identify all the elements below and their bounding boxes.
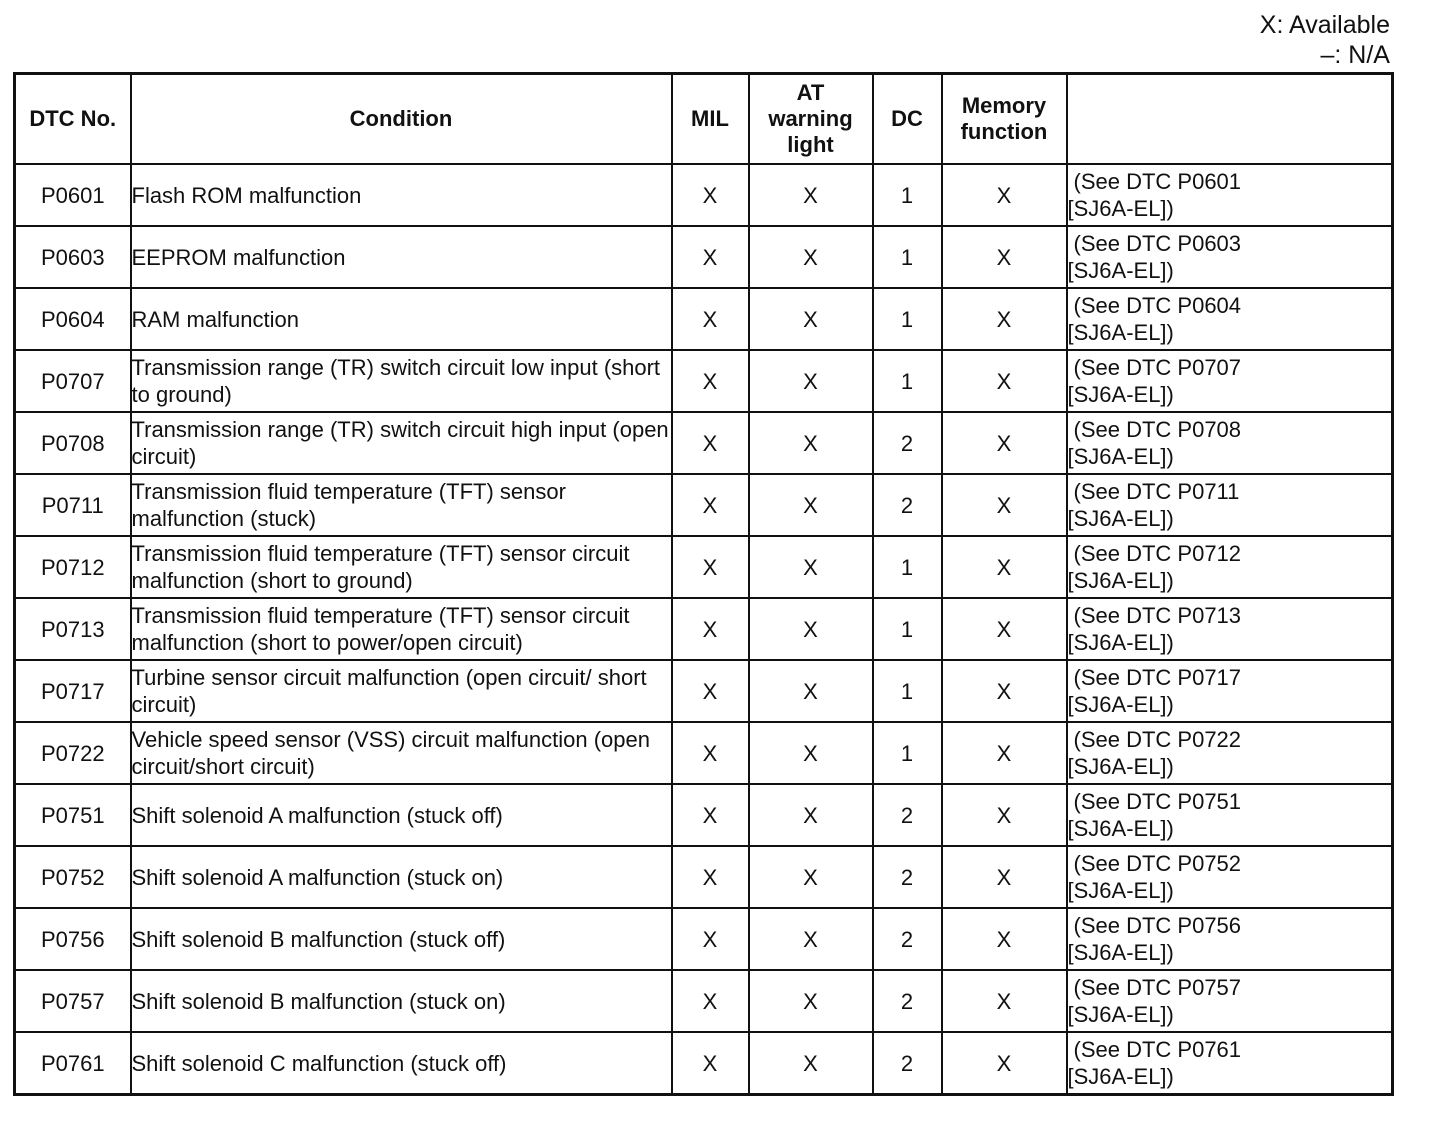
reference-line-2: [SJ6A-EL]) (1067, 1064, 1174, 1089)
table-row (15, 226, 1393, 288)
reference-cell (1067, 1032, 1393, 1095)
dc-cell: 1 (873, 598, 942, 660)
table-row (15, 722, 1393, 784)
mil-cell: X (672, 970, 749, 1032)
dc-cell: 2 (873, 784, 942, 846)
memory-function-cell: X (942, 536, 1067, 598)
reference-line-1: (See DTC P0603 (1073, 231, 1242, 256)
reference-cell (1067, 846, 1393, 908)
header-dc: DC (873, 74, 942, 165)
dc-cell: 1 (873, 164, 942, 226)
reference-line-1: (See DTC P0712 (1073, 541, 1242, 566)
dtc-code-cell: P0603 (15, 226, 131, 288)
header-mil: MIL (672, 74, 749, 165)
table-row (15, 784, 1393, 846)
memory-function-cell: X (942, 288, 1067, 350)
header-row (15, 74, 1393, 165)
memory-function-cell: X (942, 846, 1067, 908)
header-condition: Condition (131, 74, 672, 165)
reference-cell (1067, 412, 1393, 474)
dtc-code-cell: P0601 (15, 164, 131, 226)
memory-function-cell: X (942, 660, 1067, 722)
mil-cell: X (672, 226, 749, 288)
header-dtc-no: DTC No. (15, 74, 131, 165)
condition-cell: Vehicle speed sensor (VSS) circuit malfunction (open circuit/short circuit) (131, 722, 672, 784)
at-warning-light-cell: X (749, 474, 873, 536)
table-row (15, 598, 1393, 660)
dtc-code-cell: P0711 (15, 474, 131, 536)
table-row (15, 908, 1393, 970)
mil-cell: X (672, 784, 749, 846)
mil-cell: X (672, 846, 749, 908)
table-row (15, 660, 1393, 722)
condition-cell: Shift solenoid A malfunction (stuck on) (131, 846, 672, 908)
at-warning-light-cell: X (749, 412, 873, 474)
header-reference (1067, 74, 1393, 165)
dtc-code-cell: P0604 (15, 288, 131, 350)
at-warning-light-cell: X (749, 970, 873, 1032)
reference-cell (1067, 908, 1393, 970)
reference-line-2: [SJ6A-EL]) (1067, 1002, 1174, 1027)
reference-line-1: (See DTC P0717 (1073, 665, 1242, 690)
at-warning-light-cell: X (749, 722, 873, 784)
condition-cell: Transmission range (TR) switch circuit high input (open circuit) (131, 412, 672, 474)
table-row (15, 412, 1393, 474)
condition-cell: EEPROM malfunction (131, 226, 672, 288)
memory-function-cell: X (942, 474, 1067, 536)
condition-cell: Shift solenoid A malfunction (stuck off) (131, 784, 672, 846)
reference-cell (1067, 784, 1393, 846)
condition-cell: Transmission fluid temperature (TFT) sensor malfunction (stuck) (131, 474, 672, 536)
dc-cell: 1 (873, 226, 942, 288)
memory-function-cell: X (942, 722, 1067, 784)
at-warning-light-cell: X (749, 598, 873, 660)
dtc-code-cell: P0756 (15, 908, 131, 970)
reference-line-2: [SJ6A-EL]) (1067, 816, 1174, 841)
dc-cell: 1 (873, 536, 942, 598)
dc-cell: 2 (873, 474, 942, 536)
reference-line-1: (See DTC P0722 (1073, 727, 1242, 752)
reference-line-1: (See DTC P0757 (1073, 975, 1242, 1000)
table-row (15, 970, 1393, 1032)
memory-function-cell: X (942, 350, 1067, 412)
reference-line-1: (See DTC P0711 (1073, 479, 1240, 504)
table-row (15, 474, 1393, 536)
mil-cell: X (672, 164, 749, 226)
reference-line-2: [SJ6A-EL]) (1067, 506, 1174, 531)
at-warning-light-cell: X (749, 846, 873, 908)
dc-cell: 2 (873, 1032, 942, 1095)
condition-cell: Transmission fluid temperature (TFT) sensor circuit malfunction (short to ground) (131, 536, 672, 598)
header-at-warning-light: AT warning light (749, 74, 873, 165)
memory-function-cell: X (942, 970, 1067, 1032)
dtc-code-cell: P0751 (15, 784, 131, 846)
reference-line-1: (See DTC P0604 (1073, 293, 1242, 318)
at-warning-light-cell: X (749, 784, 873, 846)
condition-cell: Shift solenoid C malfunction (stuck off) (131, 1032, 672, 1095)
memory-function-cell: X (942, 784, 1067, 846)
condition-cell: Transmission range (TR) switch circuit low input (short to ground) (131, 350, 672, 412)
mil-cell: X (672, 412, 749, 474)
condition-cell: Shift solenoid B malfunction (stuck off) (131, 908, 672, 970)
reference-line-2: [SJ6A-EL]) (1067, 382, 1174, 407)
table-row (15, 164, 1393, 226)
dtc-code-cell: P0708 (15, 412, 131, 474)
header-memory-function: Memory function (942, 74, 1067, 165)
reference-line-1: (See DTC P0601 (1073, 169, 1242, 194)
condition-cell: RAM malfunction (131, 288, 672, 350)
dtc-code-cell: P0722 (15, 722, 131, 784)
reference-cell (1067, 970, 1393, 1032)
memory-function-cell: X (942, 598, 1067, 660)
reference-cell (1067, 474, 1393, 536)
reference-cell (1067, 164, 1393, 226)
mil-cell: X (672, 660, 749, 722)
reference-cell (1067, 288, 1393, 350)
table-row (15, 1032, 1393, 1095)
dc-cell: 1 (873, 660, 942, 722)
dc-cell: 1 (873, 288, 942, 350)
reference-line-1: (See DTC P0713 (1073, 603, 1242, 628)
reference-line-2: [SJ6A-EL]) (1067, 444, 1174, 469)
reference-cell (1067, 350, 1393, 412)
table-row (15, 350, 1393, 412)
memory-function-cell: X (942, 1032, 1067, 1095)
legend-available: X: Available (1259, 11, 1390, 39)
table-row (15, 536, 1393, 598)
reference-line-1: (See DTC P0761 (1073, 1037, 1242, 1062)
memory-function-cell: X (942, 164, 1067, 226)
reference-line-2: [SJ6A-EL]) (1067, 196, 1174, 221)
at-warning-light-cell: X (749, 660, 873, 722)
condition-cell: Flash ROM malfunction (131, 164, 672, 226)
reference-cell (1067, 226, 1393, 288)
dtc-code-cell: P0717 (15, 660, 131, 722)
mil-cell: X (672, 536, 749, 598)
memory-function-cell: X (942, 412, 1067, 474)
at-warning-light-cell: X (749, 226, 873, 288)
dtc-code-cell: P0707 (15, 350, 131, 412)
mil-cell: X (672, 474, 749, 536)
legend (1260, 10, 1390, 70)
reference-cell (1067, 598, 1393, 660)
reference-line-2: [SJ6A-EL]) (1067, 320, 1174, 345)
mil-cell: X (672, 908, 749, 970)
dtc-code-cell: P0761 (15, 1032, 131, 1095)
memory-function-cell: X (942, 226, 1067, 288)
dc-cell: 2 (873, 970, 942, 1032)
at-warning-light-cell: X (749, 908, 873, 970)
mil-cell: X (672, 1032, 749, 1095)
dc-cell: 2 (873, 846, 942, 908)
dc-cell: 1 (873, 350, 942, 412)
reference-line-1: (See DTC P0752 (1073, 851, 1242, 876)
reference-line-2: [SJ6A-EL]) (1067, 692, 1174, 717)
reference-line-2: [SJ6A-EL]) (1067, 258, 1174, 283)
condition-cell: Turbine sensor circuit malfunction (open circuit/ short circuit) (131, 660, 672, 722)
mil-cell: X (672, 722, 749, 784)
at-warning-light-cell: X (749, 536, 873, 598)
mil-cell: X (672, 598, 749, 660)
at-warning-light-cell: X (749, 288, 873, 350)
reference-line-2: [SJ6A-EL]) (1067, 940, 1174, 965)
reference-line-2: [SJ6A-EL]) (1067, 754, 1174, 779)
memory-function-cell: X (942, 908, 1067, 970)
dtc-code-cell: P0713 (15, 598, 131, 660)
at-warning-light-cell: X (749, 164, 873, 226)
reference-line-1: (See DTC P0707 (1073, 355, 1242, 380)
reference-cell (1067, 536, 1393, 598)
table-body (15, 164, 1393, 1095)
dtc-table (13, 72, 1394, 1096)
mil-cell: X (672, 288, 749, 350)
legend-na: –: N/A (1320, 41, 1390, 69)
reference-line-1: (See DTC P0756 (1073, 913, 1242, 938)
table-row (15, 288, 1393, 350)
dtc-code-cell: P0712 (15, 536, 131, 598)
reference-line-1: (See DTC P0751 (1073, 789, 1242, 814)
dc-cell: 1 (873, 722, 942, 784)
reference-cell (1067, 722, 1393, 784)
condition-cell: Shift solenoid B malfunction (stuck on) (131, 970, 672, 1032)
at-warning-light-cell: X (749, 1032, 873, 1095)
table-row (15, 846, 1393, 908)
condition-cell: Transmission fluid temperature (TFT) sensor circuit malfunction (short to power/open circuit) (131, 598, 672, 660)
at-warning-light-cell: X (749, 350, 873, 412)
reference-line-2: [SJ6A-EL]) (1067, 568, 1174, 593)
mil-cell: X (672, 350, 749, 412)
dc-cell: 2 (873, 908, 942, 970)
reference-line-2: [SJ6A-EL]) (1067, 878, 1174, 903)
dtc-code-cell: P0757 (15, 970, 131, 1032)
dtc-code-cell: P0752 (15, 846, 131, 908)
reference-line-2: [SJ6A-EL]) (1067, 630, 1174, 655)
reference-line-1: (See DTC P0708 (1073, 417, 1242, 442)
dc-cell: 2 (873, 412, 942, 474)
reference-cell (1067, 660, 1393, 722)
